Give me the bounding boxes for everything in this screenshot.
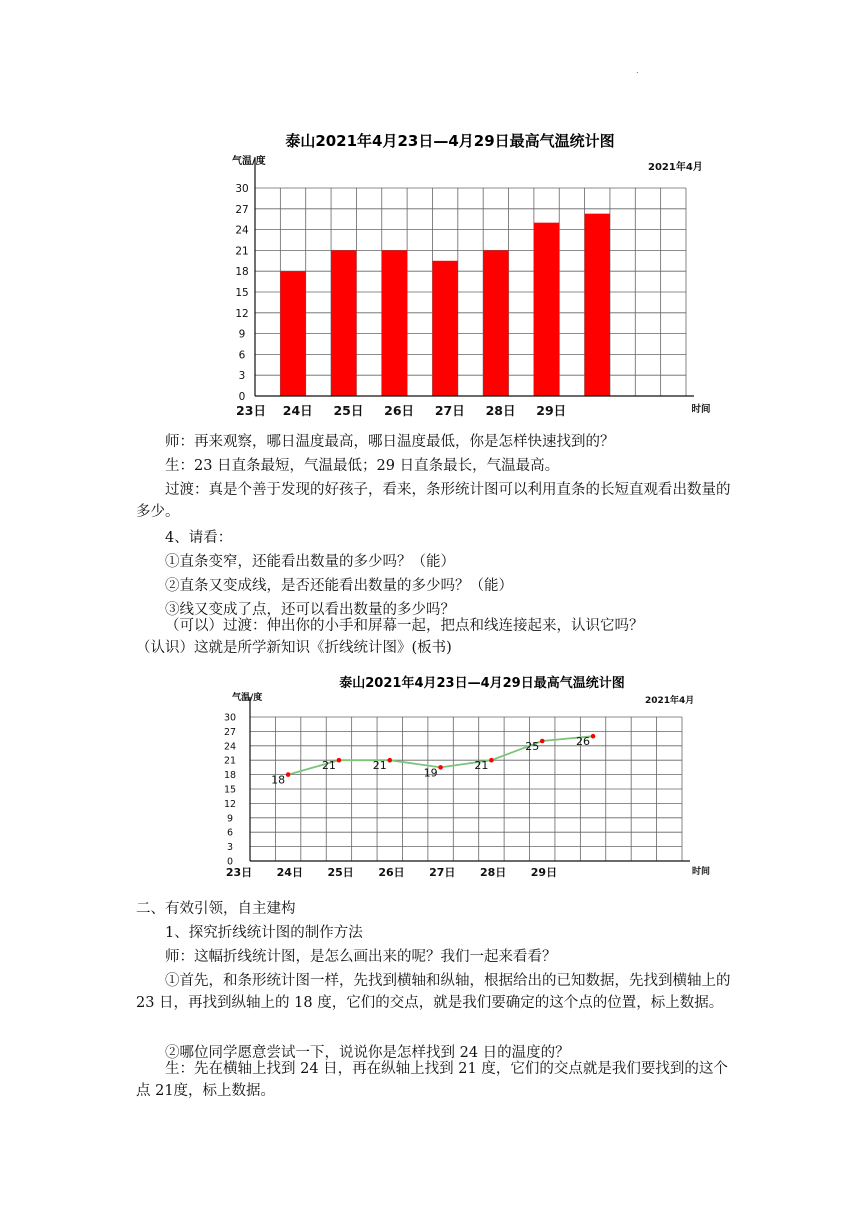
question-3: ③线又变成了点，还可以看出数量的多少吗？ — [165, 602, 455, 618]
line-chart-xlabel: 时间 — [691, 867, 711, 877]
bar-23日 — [280, 271, 305, 396]
bar-chart-y-tick: 27 — [235, 203, 249, 216]
point-label: 19 — [423, 766, 438, 780]
line-chart-x-tick: 24日 — [276, 866, 303, 879]
section-heading: 二、有效引领，自主建构 — [136, 901, 296, 917]
transition-2a: （可以）过渡：伸出你的小手和屏幕一起，把点和线连接起来，认识它吗？ — [165, 618, 644, 634]
point-label: 25 — [525, 740, 540, 753]
bar-chart-grid — [255, 188, 686, 396]
point-label: 21 — [321, 759, 336, 773]
point-label: 21 — [474, 759, 489, 773]
bar-chart-y-tick: 18 — [235, 266, 249, 279]
bar-25日 — [382, 250, 407, 396]
point-28日 — [540, 739, 545, 744]
bar-chart-title: 泰山2021年4月23日—4月29日最高气温统计图 — [285, 132, 615, 150]
bar-chart-x-tick: 25日 — [333, 403, 364, 418]
line-chart-title: 泰山2021年4月23日—4月29日最高气温统计图 — [339, 676, 625, 691]
line-chart-y-tick: 3 — [226, 842, 234, 854]
line-chart-x-tick: 26日 — [378, 866, 405, 879]
please-look: 4、请看： — [165, 530, 233, 546]
bar-chart-y-tick: 24 — [235, 224, 249, 237]
bar-27日 — [483, 250, 508, 396]
teacher-intro: 师：这幅折线统计图，是怎么画出来的呢？我们一起来看看？ — [165, 949, 557, 965]
line-chart-y-tick: 6 — [226, 827, 234, 839]
point-23日 — [286, 772, 291, 777]
line-chart-ylabel: 气温/度 — [232, 693, 263, 703]
line-chart-date: 2021年4月 — [645, 696, 695, 706]
subsection-heading: 1、探究折线统计图的制作方法 — [165, 925, 363, 941]
bar-chart-y-tick: 15 — [235, 287, 249, 299]
bar-chart-x-tick: 24日 — [282, 403, 313, 418]
bar-chart-x-tick: 26日 — [384, 403, 415, 418]
bar-chart-date: 2021年4月 — [648, 162, 703, 173]
line-chart-x-tick: 27日 — [429, 866, 456, 879]
bar-24日 — [331, 250, 356, 396]
line-chart-x-tick: 23日 — [225, 866, 253, 879]
line-chart-y-tick: 24 — [223, 741, 237, 753]
bar-chart-ylabel: 气温/度 — [232, 156, 266, 167]
teacher-question: 师：再来观察，哪日温度最高，哪日温度最低，你是怎样快速找到的？ — [165, 434, 615, 450]
point-label: 26 — [576, 735, 591, 749]
bar-chart-y-tick: 30 — [235, 183, 249, 195]
line-chart-x-tick: 25日 — [327, 866, 354, 879]
bar-chart-y-tick: 3 — [238, 370, 246, 383]
point-26日 — [438, 765, 443, 770]
point-29日 — [591, 734, 596, 739]
point-label: 18 — [271, 773, 286, 787]
bar-chart-x-tick: 23日 — [236, 403, 266, 418]
corner-mark: . — [636, 66, 639, 75]
line-chart-y-tick: 12 — [223, 798, 237, 810]
question-1: ①直条变窄，还能看出数量的多少吗？（能） — [165, 554, 455, 570]
bar-chart-y-tick: 9 — [238, 328, 246, 341]
point-25日 — [387, 758, 392, 763]
line-chart-y-tick: 0 — [226, 856, 234, 868]
transition-text: 过渡：真是个善于发现的好孩子，看来，条形统计图可以利用直条的长短直观看出数量的多少。 — [136, 482, 731, 520]
line-chart-y-tick: 21 — [223, 755, 237, 767]
point-27日 — [489, 758, 494, 763]
bar-chart-xlabel: 时间 — [691, 404, 711, 415]
line-chart-x-tick: 29日 — [530, 866, 558, 879]
bar-chart — [222, 126, 722, 422]
bar-chart-x-tick: 28日 — [485, 403, 516, 418]
line-chart-y-tick: 9 — [226, 813, 234, 825]
line-chart-y-tick: 30 — [223, 712, 237, 724]
line-chart-y-tick: 18 — [223, 770, 237, 782]
bar-chart-x-tick: 29日 — [536, 403, 567, 418]
step-2: ②哪位同学愿意尝试一下，说说你是怎样找到 24 日的温度的？ — [165, 1045, 570, 1061]
bar-28日 — [534, 223, 559, 396]
line-chart-grid — [250, 717, 682, 861]
step-1: ①首先，和条形统计图一样，先找到横轴和纵轴，根据给出的已知数据，先找到横轴上的 23 日，再找到纵轴上的 18 度，它们的交点，就是我们要确定的这个点的位置，标上数据。 — [136, 973, 731, 1011]
student-step: 生：先在横轴上找到 24 日，再在纵轴上找到 21 度，它们的交点就是我们要找到的这个点 21度，标上数据。 — [136, 1061, 728, 1099]
bar-chart-y-tick: 6 — [238, 349, 246, 362]
bar-chart-y-tick: 21 — [235, 245, 249, 258]
bar-chart-x-tick: 27日 — [434, 403, 465, 418]
transition-2b: （认识）这就是所学新知识《折线统计图》(板书) — [136, 640, 452, 656]
line-chart — [198, 668, 722, 882]
bar-26日 — [432, 261, 457, 396]
bar-chart-y-tick: 12 — [235, 307, 249, 320]
line-chart-y-tick: 15 — [223, 784, 237, 796]
bar-chart-y-tick: 0 — [238, 391, 246, 403]
point-label: 21 — [372, 759, 387, 773]
bar-29日 — [585, 214, 610, 396]
point-24日 — [337, 758, 342, 763]
student-answer: 生：23 日直条最短，气温最低；29 日直条最长，气温最高。 — [165, 458, 560, 474]
line-chart-y-tick: 27 — [223, 726, 237, 738]
question-2: ②直条又变成线，是否还能看出数量的多少吗？（能） — [165, 578, 513, 594]
line-chart-x-tick: 28日 — [479, 866, 507, 879]
